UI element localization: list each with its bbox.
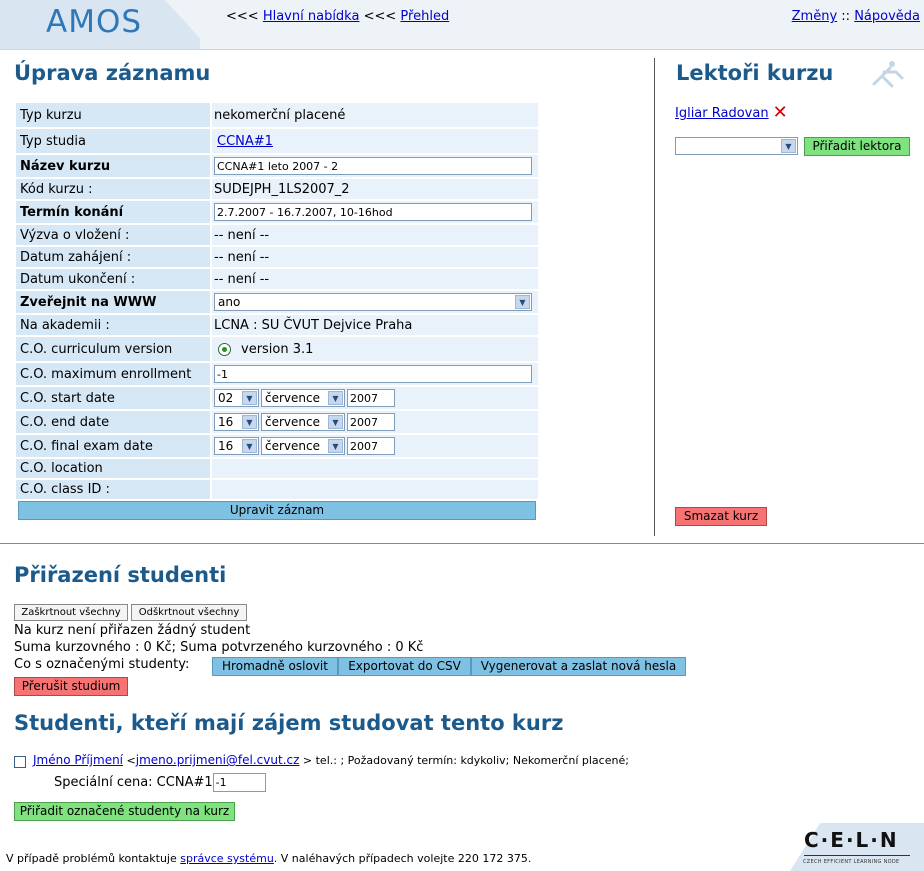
label-co-end-date: C.O. end date — [16, 411, 210, 433]
course-type-text: nekomerční placené — [214, 107, 346, 123]
label-max-enrollment: C.O. maximum enrollment — [16, 363, 210, 385]
insert-call-text: -- není -- — [214, 227, 270, 243]
check-all-button[interactable]: Zaškrtnout všechny — [14, 604, 128, 621]
row-curriculum — [16, 337, 538, 361]
row-co-end-date — [16, 411, 538, 433]
value-course-name — [212, 155, 538, 177]
lecturer-select[interactable] — [675, 137, 798, 155]
remove-lecturer-icon[interactable]: ✕ — [772, 102, 788, 123]
row-publish-www — [16, 291, 538, 313]
value-academy — [212, 315, 538, 335]
with-selected-label: Co s označenými studenty: — [14, 657, 190, 672]
exam-day-select[interactable] — [214, 437, 259, 455]
curriculum-version-text: version 3.1 — [241, 341, 314, 357]
row-co-start-date — [16, 387, 538, 409]
student-email-link[interactable]: jmeno.prijmeni@fel.cvut.cz — [135, 753, 300, 767]
footer-text — [6, 852, 531, 865]
end-month-select[interactable] — [261, 413, 345, 431]
runner-icon — [866, 58, 908, 92]
student-checkbox[interactable] — [14, 756, 26, 768]
chevron-down-icon: ▼ — [242, 415, 257, 429]
start-month-value: července — [265, 391, 320, 405]
no-students-text: Na kurz není přiřazen žádný student — [14, 623, 251, 638]
amos-logo: AMOS — [46, 4, 143, 40]
label-course-term: Termín konání — [16, 201, 210, 223]
chevron-down-icon: ▼ — [328, 439, 343, 453]
celn-divider — [804, 855, 910, 856]
link-help[interactable]: Nápověda — [854, 9, 920, 24]
row-max-enrollment — [16, 363, 538, 385]
delete-course-button[interactable]: Smazat kurz — [675, 507, 767, 526]
chevron-down-icon: ▼ — [515, 295, 530, 309]
export-csv-button[interactable]: Exportovat do CSV — [338, 657, 471, 676]
value-start-date — [212, 247, 538, 267]
value-end-date — [212, 269, 538, 289]
publish-www-select[interactable] — [214, 293, 532, 311]
row-academy — [16, 315, 538, 335]
link-main-menu[interactable]: Hlavní nabídka — [262, 9, 360, 24]
generate-passwords-button[interactable]: Vygenerovat a zaslat nová hesla — [471, 657, 686, 676]
end-day-value: 16 — [218, 415, 234, 429]
value-study-type — [212, 129, 538, 153]
header-bar — [0, 0, 924, 50]
value-publish-www — [212, 291, 538, 313]
end-day-select[interactable] — [214, 413, 259, 431]
start-year-input[interactable]: 2007 — [347, 389, 395, 407]
label-co-class-id: C.O. class ID : — [16, 480, 210, 499]
start-month-select[interactable] — [261, 389, 345, 407]
row-start-date — [16, 247, 538, 267]
start-day-value: 02 — [218, 391, 234, 405]
vertical-divider — [654, 58, 655, 536]
horizontal-divider — [0, 543, 924, 544]
label-co-exam-date: C.O. final exam date — [16, 435, 210, 457]
end-date-text: -- není -- — [214, 271, 270, 287]
assign-lecturer-button[interactable]: Přiřadit lektora — [804, 137, 910, 156]
row-study-type — [16, 129, 538, 153]
value-co-class-id — [212, 480, 538, 499]
special-price-label: Speciální cena: CCNA#1 — [54, 775, 213, 790]
nav-arrow: <<< — [363, 9, 397, 24]
fee-summary-text: Suma kurzovného : 0 Kč; Suma potvrzeného kurzovného : 0 Kč — [14, 640, 424, 655]
student-name-link[interactable]: Jméno Příjmení — [33, 753, 124, 767]
row-co-exam-date — [16, 435, 538, 457]
label-co-start-date: C.O. start date — [16, 387, 210, 409]
row-course-code — [16, 179, 538, 199]
exam-year-input[interactable]: 2007 — [347, 437, 395, 455]
link-separator: :: — [841, 9, 851, 24]
value-curriculum — [212, 337, 538, 361]
chevron-down-icon: ▼ — [328, 391, 343, 405]
value-course-term — [212, 201, 538, 223]
label-co-location: C.O. location — [16, 459, 210, 478]
academy-text: LCNA : SU ČVUT Dejvice Praha — [214, 317, 413, 333]
exam-month-value: července — [265, 439, 320, 453]
row-insert-call — [16, 225, 538, 245]
lecturer-link[interactable]: Igliar Radovan — [675, 106, 769, 121]
exam-month-select[interactable] — [261, 437, 345, 455]
label-start-date: Datum zahájení : — [16, 247, 210, 267]
uncheck-all-button[interactable]: Odškrtnout všechny — [131, 604, 247, 621]
link-overview[interactable]: Přehled — [400, 9, 450, 24]
label-course-name: Název kurzu — [16, 155, 210, 177]
label-publish-www: Zveřejnit na WWW — [16, 291, 210, 313]
special-price-row — [54, 773, 266, 792]
row-co-class-id — [16, 480, 538, 499]
lecturers-heading: Lektoři kurzu — [676, 61, 834, 85]
value-co-location — [212, 459, 538, 478]
value-co-start-date — [212, 387, 538, 409]
assigned-students-heading: Přiřazení studenti — [14, 563, 227, 587]
footer-text-after: . V naléhavých případech volejte 220 172 375. — [273, 852, 532, 865]
footer-text-before: V případě problémů kontaktuje — [6, 852, 177, 865]
label-study-type: Typ studia — [16, 129, 210, 153]
interrupt-study-button[interactable]: Přerušit studium — [14, 677, 128, 696]
breadcrumb — [226, 9, 449, 24]
link-changes[interactable]: Změny — [791, 9, 838, 24]
chevron-down-icon: ▼ — [242, 439, 257, 453]
update-record-button[interactable]: Upravit záznam — [18, 501, 536, 520]
value-insert-call — [212, 225, 538, 245]
interested-student-row — [33, 753, 629, 767]
curriculum-radio[interactable] — [218, 343, 231, 356]
label-curriculum: C.O. curriculum version — [16, 337, 210, 361]
interested-students-heading: Studenti, kteří mají zájem studovat tento kurz — [14, 711, 564, 735]
value-co-end-date — [212, 411, 538, 433]
chevron-down-icon: ▼ — [328, 415, 343, 429]
value-co-exam-date — [212, 435, 538, 457]
label-academy: Na akademii : — [16, 315, 210, 335]
exam-day-value: 16 — [218, 439, 234, 453]
row-co-location — [16, 459, 538, 478]
link-study-type[interactable]: CCNA#1 — [217, 133, 273, 149]
row-course-term — [16, 201, 538, 223]
start-day-select[interactable] — [214, 389, 259, 407]
label-end-date: Datum ukončení : — [16, 269, 210, 289]
row-course-type — [16, 103, 538, 127]
course-name-input[interactable] — [214, 157, 532, 175]
nav-arrow: <<< — [226, 9, 259, 24]
value-max-enrollment — [212, 363, 538, 385]
celn-subtitle: CZECH EFFICIENT LEARNING NODE — [803, 859, 900, 865]
celn-logo: C·E·L·N — [804, 828, 899, 852]
label-insert-call: Výzva o vložení : — [16, 225, 210, 245]
special-price-input[interactable]: -1 — [213, 773, 266, 792]
chevron-down-icon: ▼ — [242, 391, 257, 405]
top-right-links — [792, 9, 920, 24]
value-course-code — [212, 179, 538, 199]
mass-mail-button[interactable]: Hromadně oslovit — [212, 657, 338, 676]
lecturer-entry — [675, 102, 788, 123]
label-course-type: Typ kurzu — [16, 103, 210, 127]
edit-form — [16, 103, 538, 501]
admin-link[interactable]: správce systému — [180, 852, 274, 865]
course-term-input[interactable] — [214, 203, 532, 221]
publish-www-selected: ano — [218, 295, 241, 309]
value-course-type — [212, 103, 538, 127]
max-enrollment-input[interactable] — [214, 365, 532, 383]
course-code-text: SUDEJPH_1LS2007_2 — [214, 181, 350, 197]
student-details: > tel.: ; Požadovaný termín: kdykoliv; Nekomerční placené; — [302, 754, 629, 767]
assign-students-button[interactable]: Přiřadit označené studenty na kurz — [14, 802, 235, 821]
edit-record-heading: Úprava záznamu — [14, 61, 211, 85]
end-month-value: července — [265, 415, 320, 429]
row-end-date — [16, 269, 538, 289]
label-course-code: Kód kurzu : — [16, 179, 210, 199]
row-course-name — [16, 155, 538, 177]
chevron-down-icon: ▼ — [781, 139, 796, 153]
start-date-text: -- není -- — [214, 249, 270, 265]
email-open-bracket: < — [126, 754, 136, 767]
end-year-input[interactable]: 2007 — [347, 413, 395, 431]
